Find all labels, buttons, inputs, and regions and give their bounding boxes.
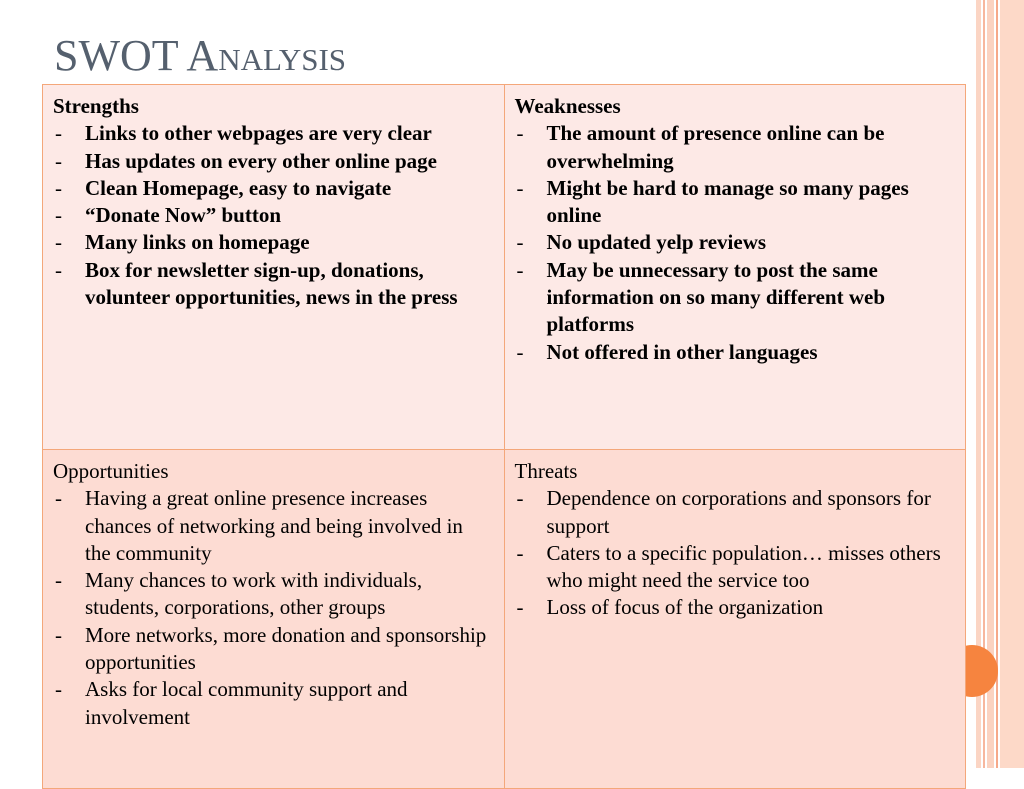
opportunities-cell xyxy=(43,450,505,789)
strengths-list xyxy=(53,120,494,311)
list-item-text: Asks for local community support and involvement xyxy=(85,677,408,729)
bullet-marker: - xyxy=(55,568,62,593)
list-item xyxy=(53,676,494,731)
weaknesses-heading: Weaknesses xyxy=(514,94,621,118)
list-item xyxy=(53,202,494,229)
bullet-marker: - xyxy=(55,622,62,647)
bullet-marker: - xyxy=(55,257,62,282)
bullet-marker: - xyxy=(516,339,524,364)
bullet-marker: - xyxy=(55,230,62,255)
list-item-text: Dependence on corporations and sponsors for support xyxy=(546,486,931,538)
list-item-text: No updated yelp reviews xyxy=(546,230,767,255)
list-item xyxy=(53,257,494,312)
threats-heading: Threats xyxy=(514,459,578,483)
list-item-text: Box for newsletter sign-up, donations, volunteer opportunities, news in the press xyxy=(85,257,458,310)
bullet-marker: - xyxy=(55,175,62,200)
list-item xyxy=(53,229,494,256)
stripe xyxy=(996,0,998,768)
list-item xyxy=(53,622,494,677)
bullet-marker: - xyxy=(55,486,62,511)
bullet-marker: - xyxy=(516,595,524,620)
list-item xyxy=(515,229,956,256)
list-item xyxy=(515,120,956,175)
list-item-text: May be unnecessary to post the same information on so many different web platforms xyxy=(546,257,886,337)
list-item-text: Has updates on every other online page xyxy=(85,148,437,173)
threats-cell xyxy=(504,450,966,789)
list-item-text: “Donate Now” button xyxy=(85,203,282,228)
list-item-text: Clean Homepage, easy to navigate xyxy=(85,175,392,200)
list-item-text: Many links on homepage xyxy=(85,230,310,255)
bullet-marker: - xyxy=(516,257,524,282)
list-item-text: Not offered in other languages xyxy=(546,339,818,364)
list-item-text: Many chances to work with individuals, students, corporations, other groups xyxy=(85,568,423,620)
bullet-marker: - xyxy=(55,121,62,146)
threats-list xyxy=(515,485,956,621)
bullet-marker: - xyxy=(55,677,62,702)
list-item xyxy=(53,148,494,175)
bullet-marker: - xyxy=(55,203,62,228)
bullet-marker: - xyxy=(516,230,524,255)
list-item xyxy=(515,485,956,540)
weaknesses-list xyxy=(515,120,956,366)
list-item xyxy=(53,567,494,622)
list-item xyxy=(515,594,956,621)
bullet-marker: - xyxy=(55,148,62,173)
list-item-text: Having a great online presence increases chances of networking and being involved in the community xyxy=(85,486,463,565)
slide-title: SWOT Analysis xyxy=(54,31,347,80)
list-item-text: Caters to a specific population… misses others who might need the service too xyxy=(546,540,941,593)
list-item xyxy=(53,120,494,147)
list-item xyxy=(515,257,956,339)
bullet-marker: - xyxy=(516,175,524,200)
list-item xyxy=(515,339,956,366)
bullet-marker: - xyxy=(516,121,524,146)
opportunities-list xyxy=(53,485,494,731)
stripe xyxy=(1000,0,1024,768)
strengths-heading: Strengths xyxy=(53,94,139,118)
list-item xyxy=(53,485,494,567)
bullet-marker: - xyxy=(516,486,524,511)
list-item-text: The amount of presence online can be overwhelming xyxy=(546,121,885,173)
list-item-text: Loss of focus of the organization xyxy=(546,595,824,620)
list-item xyxy=(515,175,956,230)
weaknesses-cell xyxy=(504,85,966,450)
swot-row-bottom xyxy=(43,450,966,789)
bullet-marker: - xyxy=(516,540,524,565)
swot-row-top xyxy=(43,85,966,450)
strengths-cell xyxy=(43,85,505,450)
opportunities-heading: Opportunities xyxy=(53,459,169,483)
list-item xyxy=(53,175,494,202)
list-item xyxy=(515,540,956,595)
swot-table xyxy=(42,84,966,789)
list-item-text: Links to other webpages are very clear xyxy=(85,121,432,146)
list-item-text: More networks, more donation and sponsorship opportunities xyxy=(85,622,487,675)
list-item-text: Might be hard to manage so many pages online xyxy=(546,175,909,228)
